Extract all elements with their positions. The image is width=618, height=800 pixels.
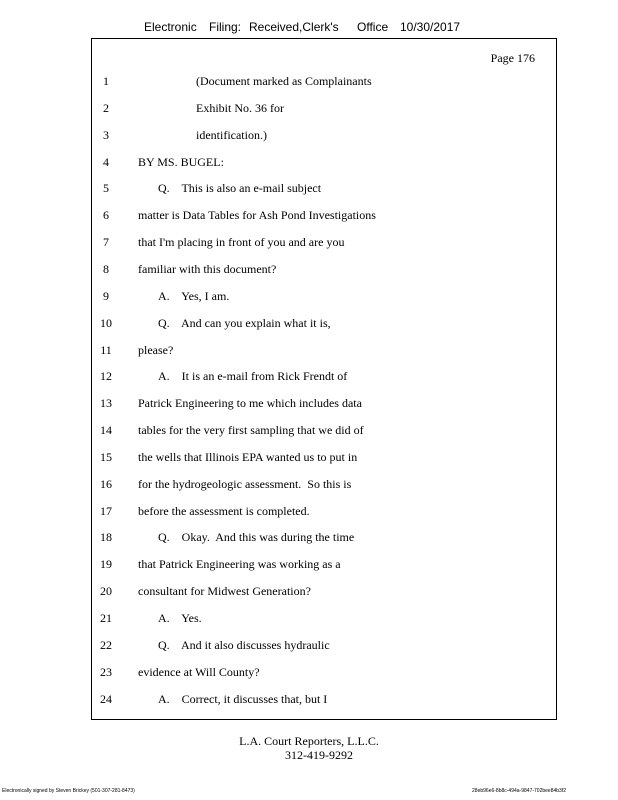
line-text: identification.)	[196, 127, 267, 142]
line-text: before the assessment is completed.	[138, 503, 310, 518]
line-number: 13	[100, 396, 112, 411]
line-number: 11	[100, 342, 112, 357]
line-number: 19	[100, 557, 112, 572]
transcript-line	[0, 316, 618, 336]
line-number: 2	[103, 100, 109, 115]
line-number: 9	[103, 288, 109, 303]
transcript-line	[0, 665, 618, 685]
transcript-line	[0, 369, 618, 389]
line-number: 4	[103, 154, 109, 169]
filing-header	[0, 20, 618, 36]
transcript-line	[0, 262, 618, 282]
transcript-line	[0, 504, 618, 524]
line-text: tables for the very first sampling that we did of	[138, 423, 364, 438]
e-signature: Electronically signed by Steven Brickey (501-307-281-8473)	[2, 788, 135, 794]
footer-phone: 312-419-9292	[285, 748, 353, 762]
document-hash: 28eb96e6-8b8c-494a-9847-702bee84b3f2	[472, 788, 566, 794]
line-text: A. It is an e-mail from Rick Frendt of	[158, 369, 348, 384]
line-text: that Patrick Engineering was working as a	[138, 557, 341, 572]
transcript-line	[0, 155, 618, 175]
transcript-line	[0, 450, 618, 470]
line-text: Patrick Engineering to me which includes data	[138, 396, 362, 411]
transcript-line	[0, 289, 618, 309]
line-number: 23	[100, 664, 112, 679]
transcript-line	[0, 74, 618, 94]
line-text: the wells that Illinois EPA wanted us to put in	[138, 449, 358, 464]
header-date: 10/30/2017	[400, 20, 461, 34]
transcript-line	[0, 692, 618, 712]
line-number: 7	[103, 235, 109, 250]
transcript-line	[0, 611, 618, 631]
transcript-line	[0, 477, 618, 497]
transcript-line	[0, 208, 618, 228]
line-number: 12	[100, 369, 112, 384]
transcript-line	[0, 128, 618, 148]
line-text: consultant for Midwest Generation?	[138, 584, 311, 599]
line-text: A. Yes, I am.	[158, 288, 230, 303]
line-text: please?	[138, 342, 174, 357]
line-text: Q. Okay. And this was during the time	[158, 530, 355, 545]
line-text: matter is Data Tables for Ash Pond Investigations	[138, 208, 376, 223]
transcript-line	[0, 343, 618, 363]
line-number: 8	[103, 261, 109, 276]
line-text: evidence at Will County?	[138, 664, 260, 679]
line-number: 17	[100, 503, 112, 518]
line-text: (Document marked as Complainants	[196, 74, 372, 88]
line-text: Q. And can you explain what it is,	[158, 315, 331, 330]
line-number: 22	[100, 637, 112, 652]
header-filing: Filing:	[209, 20, 242, 34]
line-number: 16	[100, 476, 112, 491]
transcript-line	[0, 396, 618, 416]
transcript-line	[0, 557, 618, 577]
line-number: 15	[100, 449, 112, 464]
transcript-line	[0, 584, 618, 604]
line-text: familiar with this document?	[138, 261, 277, 276]
page-number: Page 176	[490, 51, 535, 65]
line-number: 6	[103, 208, 109, 223]
transcript-line	[0, 181, 618, 201]
line-text: that I'm placing in front of you and are you	[138, 235, 345, 250]
line-number: 24	[100, 691, 112, 706]
transcript-line	[0, 235, 618, 255]
line-text: Q. And it also discusses hydraulic	[158, 637, 330, 652]
line-text: BY MS. BUGEL:	[138, 154, 224, 169]
line-text: Exhibit No. 36 for	[196, 100, 284, 115]
line-number: 14	[100, 423, 112, 438]
line-text: A. Yes.	[158, 611, 202, 625]
line-number: 20	[100, 584, 112, 599]
header-electronic: Electronic	[144, 20, 197, 34]
header-office: Office	[357, 20, 389, 34]
line-number: 18	[100, 530, 112, 545]
header-received: Received,Clerk's	[249, 20, 339, 34]
line-number: 5	[103, 181, 109, 196]
transcript-line	[0, 530, 618, 550]
line-number: 10	[100, 315, 112, 330]
transcript-line	[0, 638, 618, 658]
line-number: 3	[103, 127, 109, 142]
line-text: for the hydrogeologic assessment. So this is	[138, 476, 352, 491]
transcript-line	[0, 101, 618, 121]
footer-company: L.A. Court Reporters, L.L.C.	[239, 734, 379, 748]
line-text: A. Correct, it discusses that, but I	[158, 691, 328, 706]
line-number: 21	[100, 611, 112, 625]
line-text: Q. This is also an e-mail subject	[158, 181, 322, 196]
transcript-line	[0, 423, 618, 443]
line-number: 1	[103, 74, 109, 88]
